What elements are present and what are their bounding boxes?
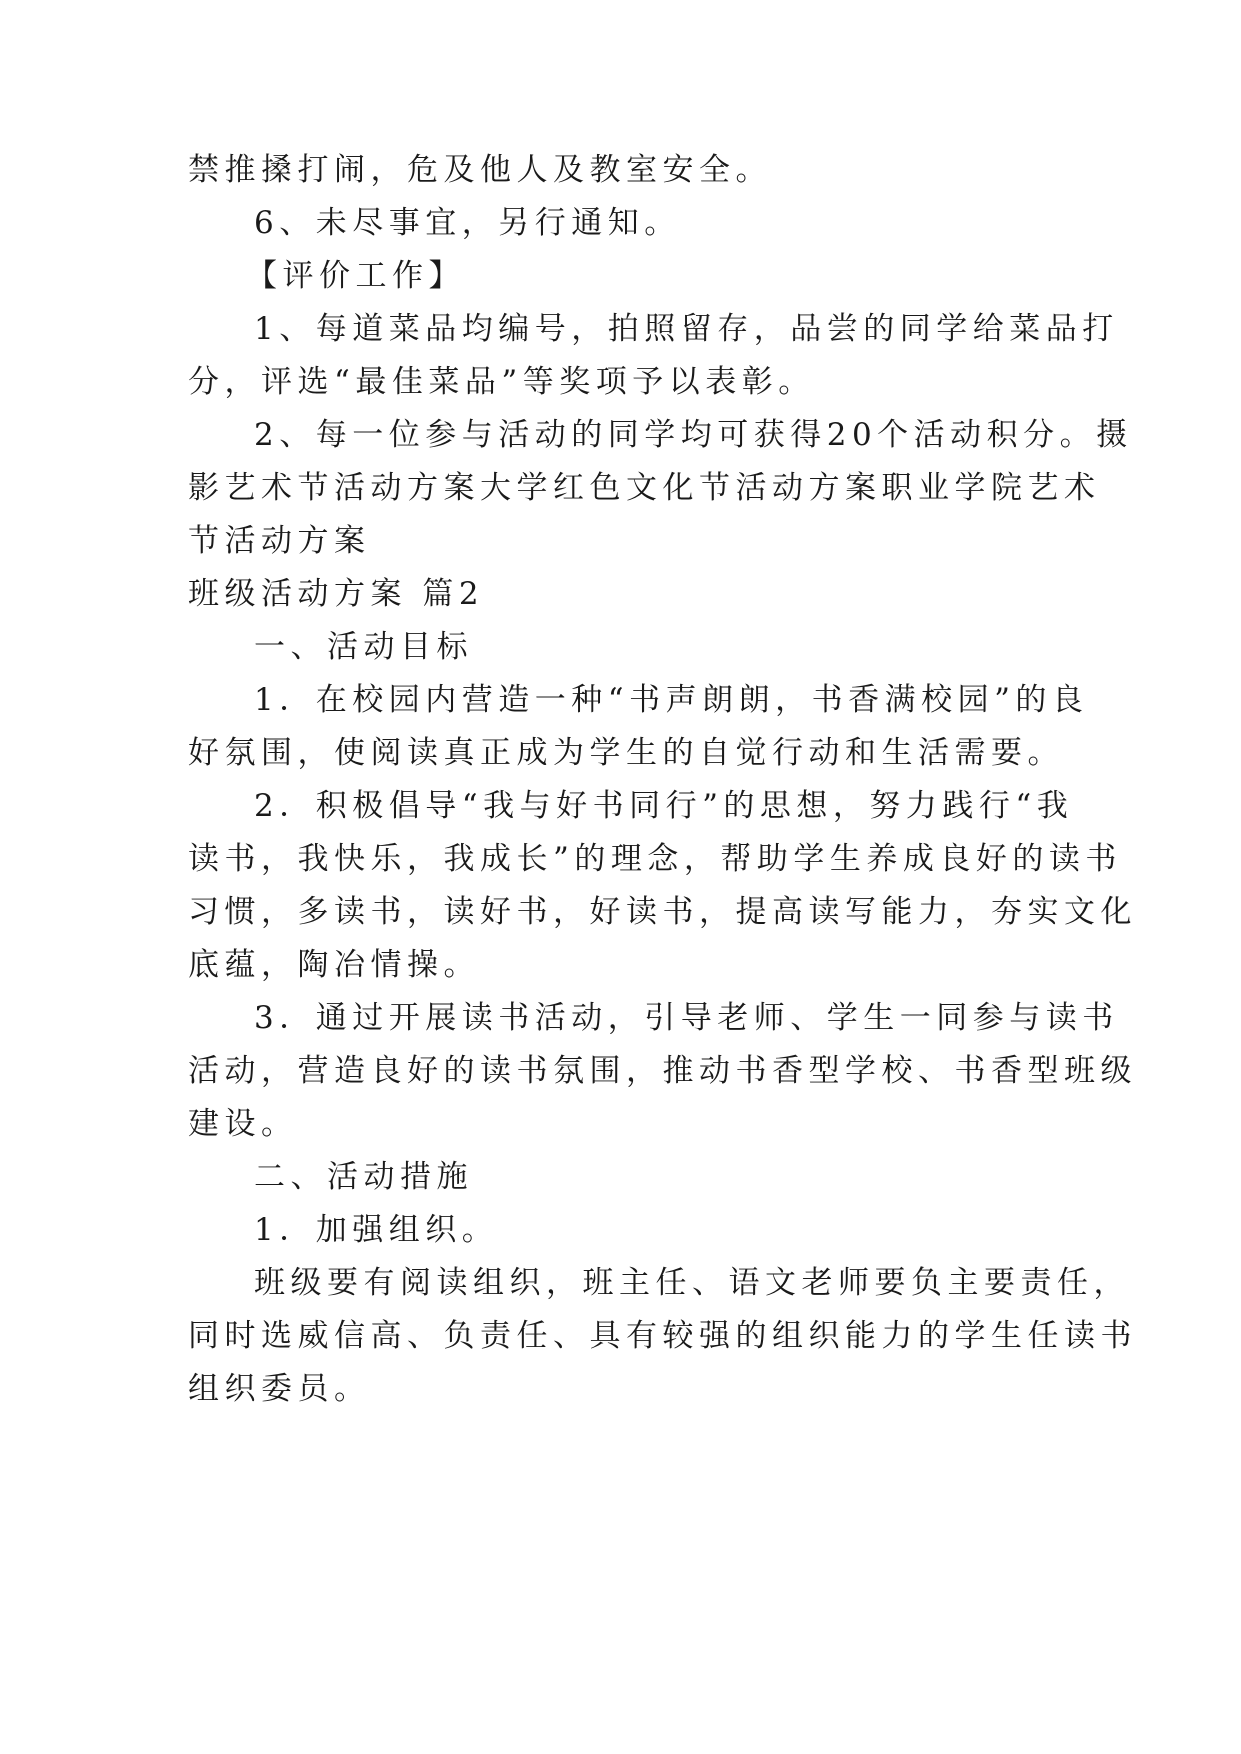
text-line: 1．在校园内营造一种“书声朗朗，书香满校园”的良 (254, 682, 1089, 718)
text-line: 1、每道菜品均编号，拍照留存，品尝的同学给菜品打 (254, 311, 1119, 347)
section-heading: 【评价工作】 (246, 258, 465, 294)
text-line: 3．通过开展读书活动，引导老师、学生一同参与读书 (254, 1000, 1119, 1036)
text-line: 习惯，多读书，读好书，好读书，提高读写能力，夯实文化 (188, 894, 1137, 930)
text-line: 活动，营造良好的读书氛围，推动书香型学校、书香型班级 (188, 1053, 1137, 1089)
text-line: 分，评选“最佳菜品”等奖项予以表彰。 (188, 364, 815, 400)
text-line: 底蕴，陶冶情操。 (188, 947, 480, 983)
text-line: 节活动方案 (188, 523, 371, 559)
text-line: 读书，我快乐，我成长”的理念，帮助学生养成良好的读书 (188, 841, 1122, 877)
text-line: 影艺术节活动方案大学红色文化节活动方案职业学院艺术 (188, 470, 1101, 506)
text-line: 建设。 (188, 1106, 298, 1142)
text-line: 班级要有阅读组织，班主任、语文老师要负主要责任， (254, 1265, 1130, 1301)
text-line: 禁推搡打闹，危及他人及教室安全。 (188, 152, 772, 188)
text-line: 2、每一位参与活动的同学均可获得20个活动积分。摄 (254, 417, 1133, 453)
text-line: 6、未尽事宜，另行通知。 (254, 205, 681, 241)
text-line: 好氛围，使阅读真正成为学生的自觉行动和生活需要。 (188, 735, 1064, 771)
text-line: 组织委员。 (188, 1371, 371, 1407)
text-line: 同时选威信高、负责任、具有较强的组织能力的学生任读书 (188, 1318, 1137, 1354)
text-line: 2．积极倡导“我与好书同行”的思想，努力践行“我 (254, 788, 1074, 824)
text-line: 1．加强组织。 (254, 1212, 499, 1248)
section-heading: 一、活动目标 (254, 629, 473, 665)
document-title: 班级活动方案 篇2 (188, 576, 485, 612)
section-heading: 二、活动措施 (254, 1159, 473, 1195)
